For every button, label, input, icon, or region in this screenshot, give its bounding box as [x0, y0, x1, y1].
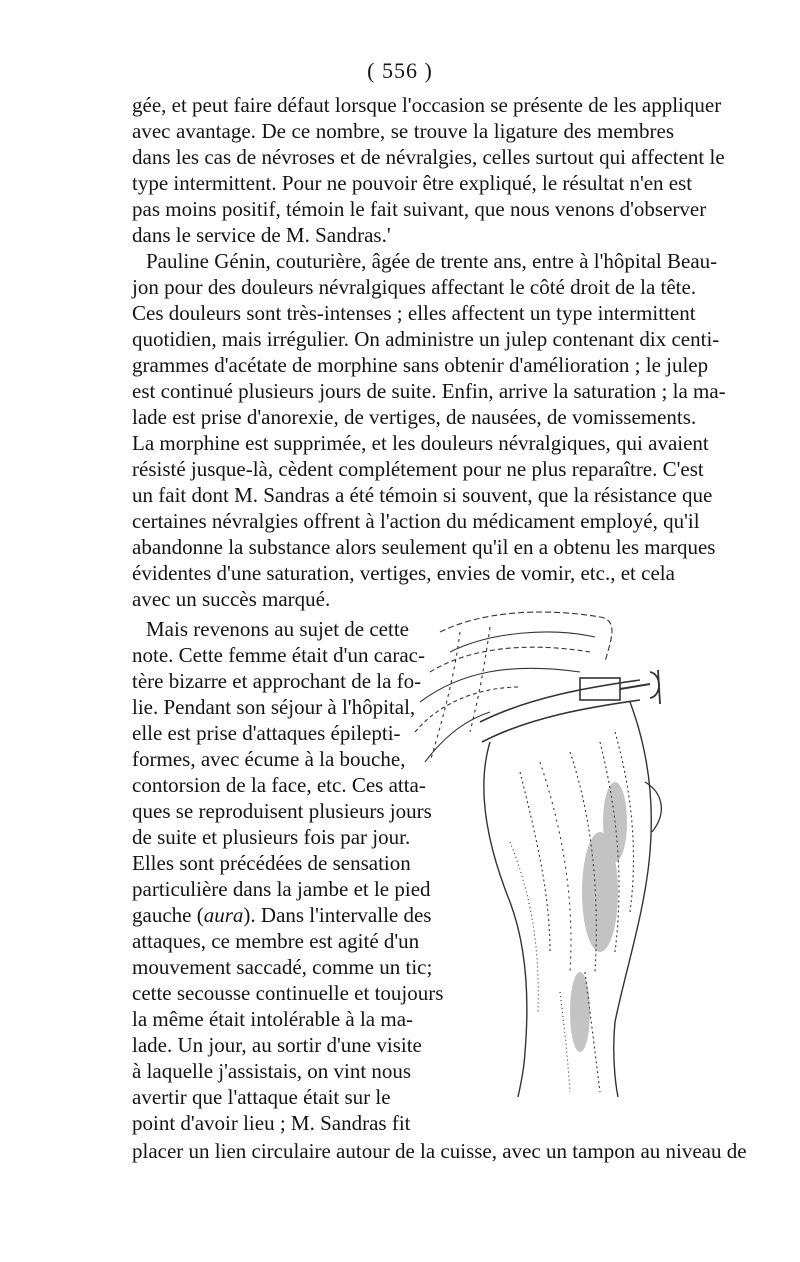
text-line: est continué plusieurs jours de suite. Enfin, arrive la saturation ; la ma-: [132, 379, 726, 403]
text-line: attaques, ce membre est agité d'un: [132, 929, 420, 953]
text-line: placer un lien circulaire autour de la cuisse, avec un tampon au niveau de: [132, 1139, 747, 1163]
text-line: résisté jusque-là, cèdent complétement pour ne plus reparaître. C'est: [132, 457, 704, 481]
text-line: dans les cas de névroses et de névralgies, celles surtout qui affectent le: [132, 145, 725, 169]
text-line: cette secousse continuelle et toujours: [132, 981, 444, 1005]
text-line: Pauline Génin, couturière, âgée de trente ans, entre à l'hôpital Beau-: [146, 249, 718, 273]
text-line: particulière dans la jambe et le pied: [132, 877, 431, 901]
text-line: avertir que l'attaque était sur le: [132, 1085, 391, 1109]
text-line: certaines névralgies offrent à l'action du médicament employé, qu'il: [132, 509, 700, 533]
text-line: lie. Pendant son séjour à l'hôpital,: [132, 695, 416, 719]
text-line: avec avantage. De ce nombre, se trouve la ligature des membres: [132, 119, 674, 143]
text-segment: gauche (: [132, 903, 204, 927]
text-line: lade est prise d'anorexie, de vertiges, de nausées, de vomissements.: [132, 405, 697, 429]
text-line: évidentes d'une saturation, vertiges, envies de vomir, etc., et cela: [132, 561, 675, 585]
text-line: Elles sont précédées de sensation: [132, 851, 411, 875]
text-line: pas moins positif, témoin le fait suivant, que nous venons d'observer: [132, 197, 707, 221]
text-line: de suite et plusieurs fois par jour.: [132, 825, 411, 849]
text-line: elle est prise d'attaques épilepti-: [132, 721, 401, 745]
text-line: La morphine est supprimée, et les douleurs névralgiques, qui avaient: [132, 431, 709, 455]
text-line: abandonne la substance alors seulement qu'il en a obtenu les marques: [132, 535, 716, 559]
text-line: type intermittent. Pour ne pouvoir être expliqué, le résultat n'en est: [132, 171, 693, 195]
text-line: un fait dont M. Sandras a été témoin si souvent, que la résistance que: [132, 483, 713, 507]
text-line: à laquelle j'assistais, on vint nous: [132, 1059, 412, 1083]
text-line: formes, avec écume à la bouche,: [132, 747, 406, 771]
text-line: Mais revenons au sujet de cette: [146, 617, 409, 641]
text-line: jon pour des douleurs névralgiques affectant le côté droit de la tête.: [132, 275, 697, 299]
text-line: avec un succès marqué.: [132, 587, 331, 611]
text-line: mouvement saccadé, comme un tic;: [132, 955, 433, 979]
text-line: Ces douleurs sont très-intenses ; elles affectent un type intermittent: [132, 301, 696, 325]
aura-term: aura: [203, 903, 244, 927]
text-line: lade. Un jour, au sortir d'une visite: [132, 1033, 422, 1057]
text-line: la même était intolérable à la ma-: [132, 1007, 414, 1031]
text-line: point d'avoir lieu ; M. Sandras fit: [132, 1111, 411, 1135]
text-line: quotidien, mais irrégulier. On administre un julep contenant dix centi-: [132, 327, 720, 351]
text-line: grammes d'acétate de morphine sans obtenir d'amélioration ; le julep: [132, 353, 709, 377]
text-line-aura: [132, 902, 432, 928]
page-number: ( 556 ): [367, 58, 433, 83]
text-line: tère bizarre et approchant de la fo-: [132, 669, 422, 693]
text-line: ques se reproduisent plusieurs jours: [132, 799, 432, 823]
text-line: note. Cette femme était d'un carac-: [132, 643, 425, 667]
leg-tourniquet-illustration: [400, 592, 690, 1102]
text-line: dans le service de M. Sandras.': [132, 223, 391, 247]
text-line: contorsion de la face, etc. Ces atta-: [132, 773, 426, 797]
text-line: gée, et peut faire défaut lorsque l'occasion se présente de les appliquer: [132, 93, 722, 117]
text-segment: ). Dans l'intervalle des: [243, 903, 432, 927]
